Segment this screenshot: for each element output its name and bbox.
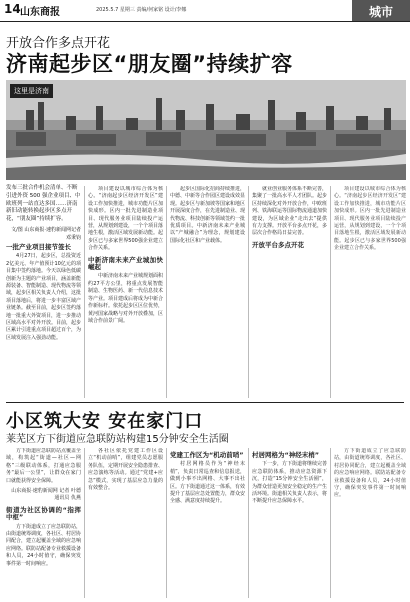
- story2-headline: 小区筑大安 安在家门口: [6, 411, 204, 432]
- story1-column-5: [334, 186, 406, 398]
- story2-col1-text: 方下街道成立了应急联防站，由街道统筹调度，各社区、村居协同配合，建立起覆盖全域的应急响应网络。联防站配备专业救援设备和人员，24小时值守，确保突发事件第一时间响应。: [6, 523, 81, 567]
- story2-section-b: 党建工作区为“机动前哨”: [170, 451, 244, 459]
- story2-section-a: 街道为社区协调的“指挥中枢”: [6, 505, 81, 522]
- section-tag: 城市: [352, 0, 410, 22]
- column-rule: [330, 448, 331, 598]
- issue-meta: 2025.5.7 星期三 责编/何家铭 设计/李娜: [96, 7, 187, 13]
- story1-lead: 发布三批合作机会清单、不断引进外资 500 强企业项目、中欧班列一站直达多国……济南新旧动能转换起步区多点开花，“朋友圈”持续扩容。: [6, 185, 81, 223]
- page-header: [0, 0, 410, 20]
- story1-section-a: 一批产业项目接节签长: [6, 243, 71, 251]
- story1-section-c: 开放平台多点开花: [252, 240, 304, 249]
- aerial-city-photo: [6, 80, 406, 180]
- story1-column-1: [6, 240, 81, 398]
- story1-column-3: [170, 186, 245, 398]
- story1-col5-text: 中新济南未来产业城规划面积约27平方公里，将重点发展智能制造、生物医药、新一代信息技术等产业。项目建成后将成为中新合作新标杆。依托起步区区位优势，黄河国家战略与对外开放叠加，区域合作前景广阔。: [88, 273, 163, 324]
- column-rule: [166, 186, 167, 398]
- story2-column-5: [334, 448, 406, 598]
- story1-headline: 济南起步区“朋友圈”持续扩容: [6, 52, 293, 76]
- column-rule: [84, 448, 85, 598]
- story2-col3-text: 村居网格员作为“神经末梢”，负责日常巡查和信息报送，做到小事不出网格、大事不出社区。方下街道通过这一体系，有效提升了基层应急处置能力，群众安全感、满意度持续提升。: [170, 461, 245, 505]
- page-number: 14: [4, 2, 21, 16]
- column-rule: [84, 186, 85, 398]
- story1-lead-block: [6, 185, 81, 243]
- story2-col2-text: 各社区依托党建工作区设立“机动前哨”，组建党员志愿服务队伍，定期开展安全隐患排查、应急演练等活动。通过“党建+应急”模式，实现了基层应急力量的有效整合。: [88, 448, 163, 492]
- header-rule: [0, 21, 410, 22]
- column-rule: [248, 448, 249, 598]
- story1-section-b: 中新济南未来产业城加快崛起: [88, 255, 163, 272]
- column-rule: [166, 448, 167, 598]
- story-divider: [6, 402, 404, 403]
- column-rule: [330, 186, 331, 398]
- story2-column-1: [6, 448, 81, 598]
- story1-col2-text: 项目建设以城市综合体为核心。“济南起步区经济开发区”建设工作加快推进，城市功能片区加快成形。区内一批先进制造业项目、现代服务业项目陆续投产运营，从规划到建设，一个个项目落地生根，激活区域发展新动能。起步区已与多家世界500强企业建立合作关系。: [88, 186, 163, 252]
- story1-column-4: [252, 186, 327, 398]
- newspaper-brand: 山东商报: [20, 7, 60, 18]
- story2-col5-text: 方下街道成立了应急联防站，由街道统筹调度，各社区、村居协同配合，建立起覆盖全域的应急响应网络。联防站配备专业救援设备和人员，24小时值守，确保突发事件第一时间响应。: [334, 448, 406, 499]
- story2-column-4: [252, 448, 327, 598]
- city-skyline-image: [6, 80, 406, 180]
- column-rule: [248, 186, 249, 398]
- story1-col5b-text: 项目建设以城市综合体为核心。“济南起步区经济开发区”建设工作加快推进，城市功能片区加快成形。区内一批先进制造业项目、现代服务业项目陆续投产运营，从规划到建设，一个个项目落地生根，激活区域发展新动能。起步区已与多家世界500强企业建立合作关系。: [334, 186, 406, 252]
- story2-column-2: [88, 448, 163, 598]
- story2-subhead: 莱芜区方下街道应急联防站构建15分钟安全生活圈: [6, 434, 229, 445]
- story1-col3-text: 起步区国际化招商持续推进，中德、中新等合作园区建设成效显现。起步区与新加坡等国家和地区开展深度合作，在先进制造业、现代物流、科技创新等领域签约一批优质项目。中新济南未来产业城以“产城融合”为理念，规划建设国际化社区和产业载体。: [170, 186, 245, 244]
- story1-col1-text: 4月27日，起步区，总投资近2亿美元、年产值预计10亿元的项目集中签约落地。今天以绿色低碳创新为主题的产业项目，涵盖新能源装备、智能制造、现代物流等领域，起步区相关负责人介绍，这批项目落地后，将进一步丰富区域产业链条。截至目前，起步区签约落地一批重大外资项目，进一步推动区域高水平对外开放。目前，起步区累计引进重点项目超过百个，为区域发展注入强劲动能。: [6, 253, 81, 341]
- story1-kicker: 开放合作多点开花: [6, 36, 111, 51]
- photo-badge: 这里是济南: [10, 84, 53, 98]
- story2-col4-text: 下一步，方下街道将继续完善应急联防体系，推动应急资源下沉，打造“15分钟安全生活圈”，为群众营造更加安全稳定的生产生活环境。街道相关负责人表示，将不断提升应急保障水平。: [252, 461, 327, 505]
- story2-byline: 山东商报·速豹新闻网 记者 叶德 通讯员 仇燕: [11, 488, 81, 502]
- story2-section-c: 村居网格为“神经末梢”: [252, 451, 320, 459]
- story2-column-3: [170, 448, 245, 598]
- story1-col4-text: 就业创业服务体系不断完善，集聚了一批高水平人才团队。起步区持续深化对外开放合作，中欧班列、铁海联运等国际物流通道加快建设，为区域企业“走出去”提供有力支撑。开放平台多点开花，多层次合作格局日益完善。: [252, 186, 327, 237]
- story2-lead: 方下街道应急联防站点覆盖全域，构筑起“街道—社区—网格”三级联动体系，打通应急服务“最后一公里”，让群众在家门口就能获得安全保障。: [6, 448, 81, 484]
- story1-column-2: [88, 186, 163, 398]
- story1-byline: 文/图 山东商报·速豹新闻网记者 邓秉钧: [11, 226, 81, 241]
